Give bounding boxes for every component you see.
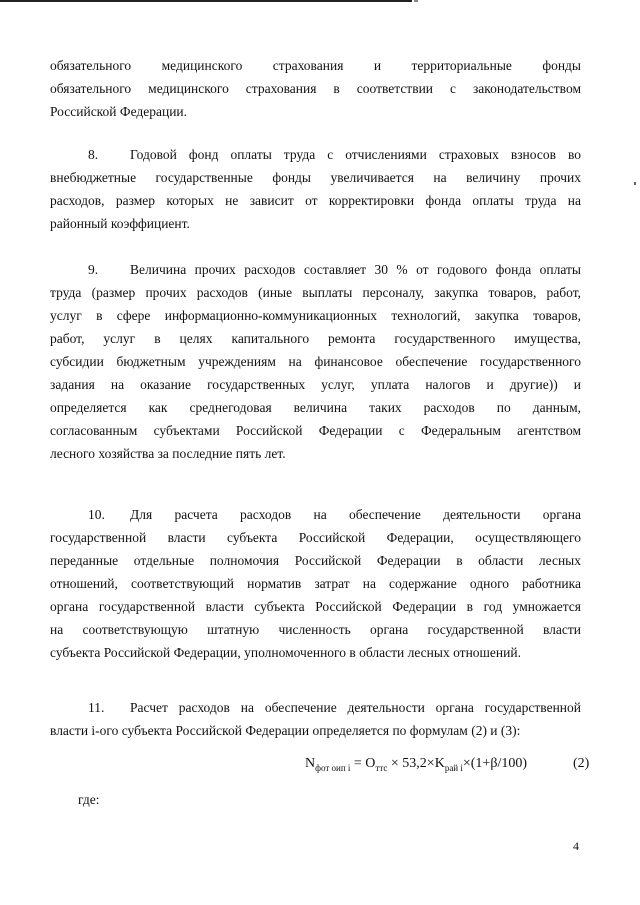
text-line: субсидии бюджетным учреждениям на финансовое обеспечение государственного (50, 354, 581, 369)
text-fragment: Величина прочих расходов составляет 30 % от годового фонда оплаты (130, 262, 581, 277)
text-line: услуг в сфере информационно-коммуникационных технологий, закупка товаров, (50, 308, 581, 323)
text-line: определяется как среднегодовая величина таких расходов по данным, (50, 400, 581, 415)
text-line: обязательного медицинского страхования и территориальные фонды (50, 58, 581, 73)
text-line (50, 258, 581, 281)
formula-subscript: фот оип i (315, 762, 351, 773)
text-line: отношений, соответствующий норматив затрат на содержание одного работника (50, 576, 581, 591)
paragraph-number: 8. (88, 147, 99, 162)
top-border-mark (414, 0, 418, 2)
formula-symbol: N (305, 756, 316, 771)
formula-subscript: ттс (375, 762, 388, 773)
paragraph-number: 11. (88, 700, 105, 715)
text-line: государственной власти субъекта Российской Федерации, осуществляющего (50, 530, 581, 545)
formula-2 (305, 756, 590, 773)
paragraph-number: 9. (88, 262, 99, 277)
text-line (50, 503, 581, 526)
text-line: Российской Федерации. (50, 104, 188, 119)
page-number: 4 (573, 839, 579, 853)
text-line: расходов, размер которых не зависит от корректировки фонда оплаты труда на (50, 193, 581, 208)
margin-mark (634, 182, 636, 185)
paragraph-continuation (50, 54, 581, 123)
formula-symbol: = O (350, 756, 376, 771)
paragraph-11 (50, 696, 581, 742)
text-line (50, 696, 581, 719)
text-line: внебюджетные государственные фонды увеличивается на величину прочих (50, 170, 581, 185)
text-line: работ, услуг в целях капитального ремонта государственного имущества, (50, 331, 581, 346)
where-label: где: (78, 792, 100, 807)
top-border-line (0, 0, 412, 2)
text-line: переданные отдельные полномочия Российской Федерации в области лесных (50, 553, 581, 568)
text-line: обязательного медицинского страхования в соответствии с законодательством (50, 81, 581, 96)
text-line (50, 143, 581, 166)
paragraph-9 (50, 258, 581, 465)
text-line: органа государственной власти субъекта Российской Федерации в год умножается (50, 599, 581, 614)
text-line: задания на оказание государственных услуг, уплата налогов и другие)) и (50, 377, 581, 392)
formula-symbol: × 53,2×K (387, 756, 445, 771)
text-fragment: Расчет расходов на обеспечение деятельности органа государственной (130, 700, 581, 715)
text-line: лесного хозяйства за последние пять лет. (50, 446, 286, 461)
text-line: районный коэффициент. (50, 216, 190, 231)
text-line: на соответствующую штатную численность органа государственной власти (50, 622, 581, 637)
text-line: субъекта Российской Федерации, уполномоченного в области лесных отношений. (50, 645, 521, 660)
text-line: труда (размер прочих расходов (иные выплаты персоналу, закупка товаров, работ, (50, 285, 581, 300)
text-line: власти i-ого субъекта Российской Федерации определяется по формулам (2) и (3): (50, 723, 521, 738)
formula-number: (2) (573, 756, 590, 771)
formula-subscript: рай i (444, 762, 463, 773)
text-line: согласованным субъектами Российской Федерации с Федеральным агентством (50, 423, 581, 438)
paragraph-number: 10. (88, 507, 105, 522)
paragraph-10 (50, 503, 581, 664)
formula-symbol: ×(1+β/100) (462, 756, 528, 771)
text-fragment: Годовой фонд оплаты труда с отчислениями страховых взносов во (130, 147, 581, 162)
text-fragment: Для расчета расходов на обеспечение деятельности органа (130, 507, 581, 522)
paragraph-8 (50, 143, 581, 235)
